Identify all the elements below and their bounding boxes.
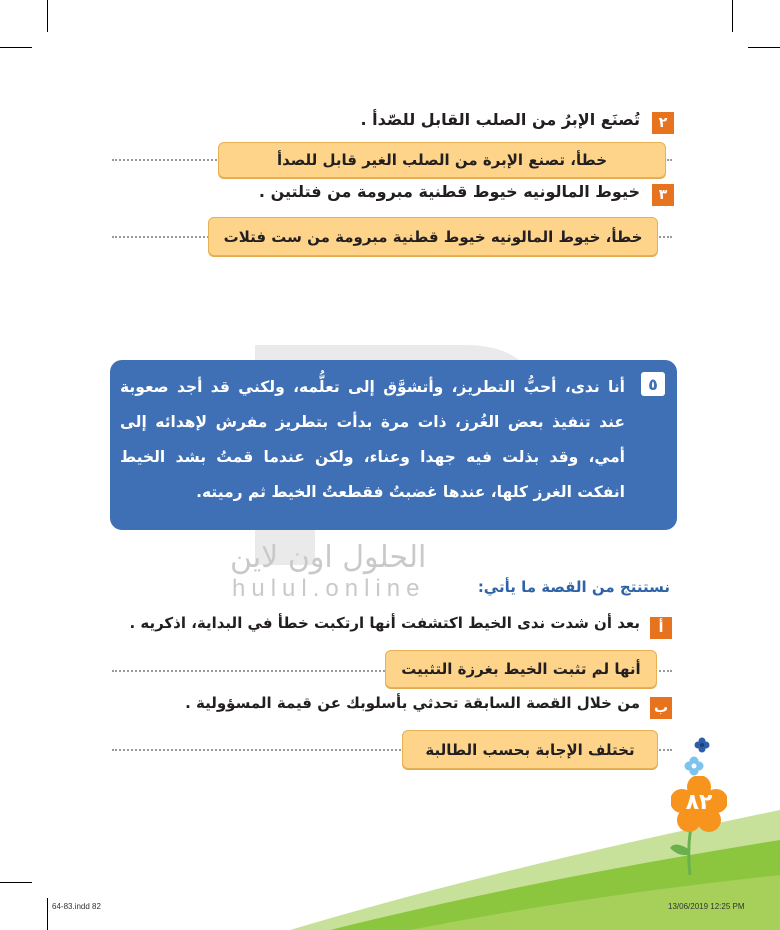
question-letter-badge: ب [650, 697, 672, 719]
section-heading: نستنتج من القصة ما يأتي: [477, 578, 670, 596]
question-text: خيوط المالونيه خيوط قطنية مبرومة من فتلتين . [258, 182, 640, 201]
question-text: من خلال القصة السابقة تحدثي بأسلوبك عن قيمة المسؤولية . [185, 694, 640, 712]
question-number-badge: ٢ [652, 112, 674, 134]
question-number-badge: ٣ [652, 184, 674, 206]
crop-mark [732, 0, 733, 32]
story-text: أنا ندى، أحبُّ التطريز، وأتشوَّق إلى تعلُّمه، ولكني قد أجد صعوبة عند تنفيذ بعض الغُرز، ذات مرة بدأت بتطريز مفرش لإهدائه إلى أمي، وقد بذلت فيه جهدا وعناء، ولكن عندما قمتُ بشد الخيط انفكت الغرز كلها، عندها غضبتُ فقطعتُ الخيط ثم رميته. [120, 378, 625, 501]
answer-box: أنها لم تثبت الخيط بغرزة التثبيت [385, 650, 657, 688]
small-flower-icon [684, 756, 704, 776]
crop-mark [47, 0, 48, 32]
footer-timestamp: 13/06/2019 12:25 PM [668, 902, 745, 911]
crop-mark [0, 47, 32, 48]
question-letter-badge: أ [650, 617, 672, 639]
question-text: تُصنَع الإبرُ من الصلب القابل للصّدأ . [360, 110, 640, 129]
answer-box: خطأ، تصنع الإبرة من الصلب الغير قابل للصدأ [218, 142, 666, 178]
watermark-arabic: الحلول اون لاين [230, 540, 427, 575]
watermark-latin: hulul.online [232, 575, 426, 602]
question-text: بعد أن شدت ندى الخيط اكتشفت أنها ارتكبت خطأ في البداية، اذكريه . [129, 614, 640, 632]
crop-mark [47, 898, 48, 930]
page-number: ٨٢ [685, 790, 713, 815]
answer-box: خطأ، خيوط المالونيه خيوط قطنية مبرومة من ست فتلات [208, 217, 658, 256]
crop-mark [748, 47, 780, 48]
small-flower-icon [694, 737, 710, 753]
answer-box: تختلف الإجابة بحسب الطالبة [402, 730, 658, 769]
footer-filename: 64-83.indd 82 [52, 902, 101, 911]
crop-mark [0, 882, 32, 883]
story-panel [110, 360, 677, 530]
story-number-badge: ٥ [641, 372, 665, 396]
